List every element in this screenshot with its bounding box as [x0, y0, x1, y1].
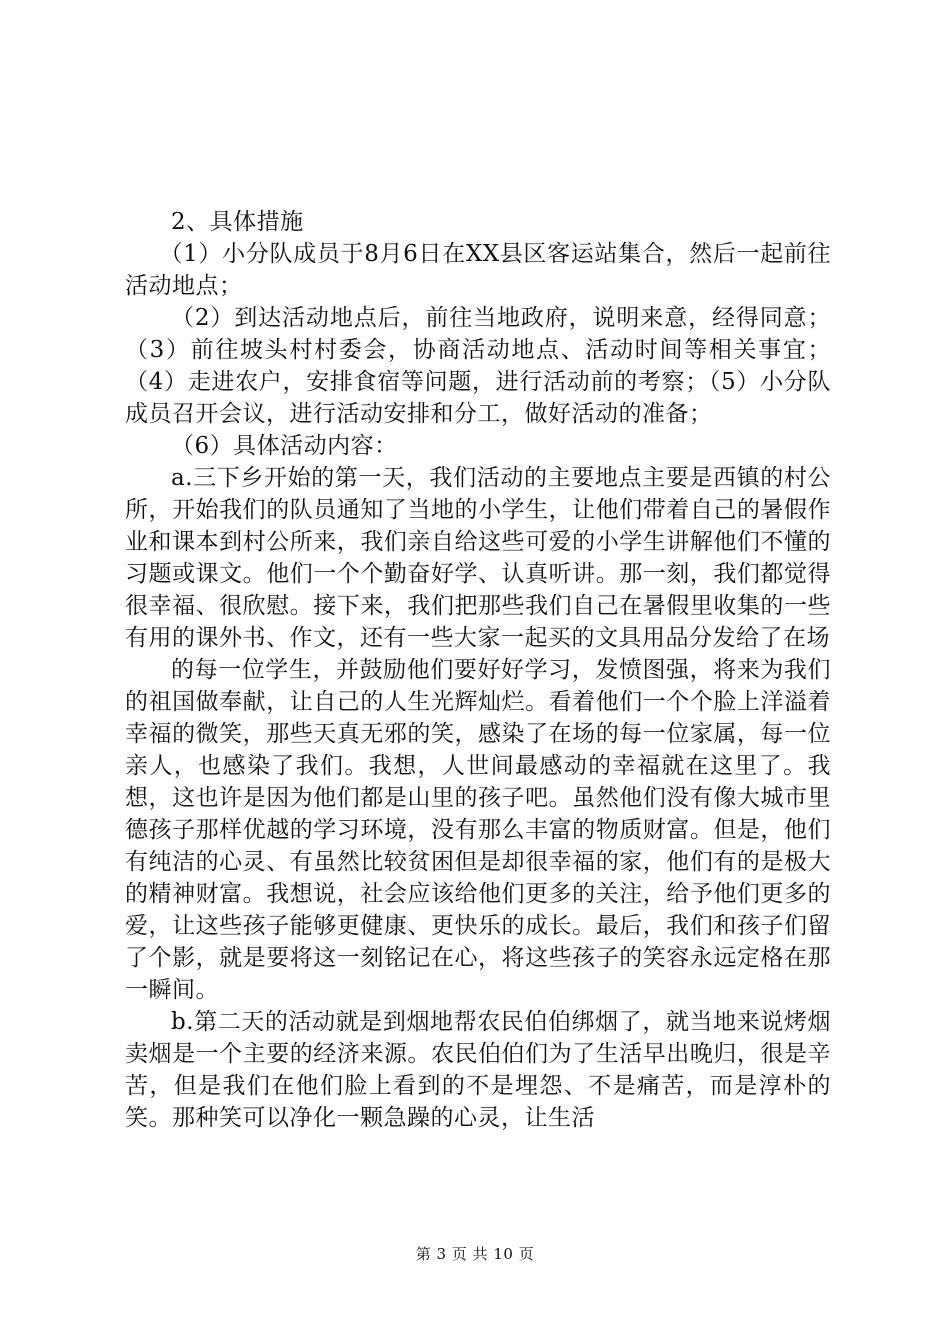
- paragraph: a.三下乡开始的第一天，我们活动的主要地点主要是西镇的村公所，开始我们的队员通知了当地的小学生，让他们带着自己的暑假作业和课本到村公所来，我们亲自给这些可爱的小学生讲解他们不懂的习题或课文。他们一个个勤奋好学、认真听讲。那一刻，我们都觉得很幸福、很欣慰。接下来，我们把那些我们自己在暑假里收集的一些有用的课外书、作文，还有一些大家一起买的文具用品分发给了在场: [125, 465, 831, 651]
- document-body: [125, 206, 831, 1134]
- paragraph: （1）小分队成员于8月6日在XX县区客运站集合，然后一起前往活动地点；: [125, 241, 831, 299]
- paragraph: 的每一位学生，并鼓励他们要好好学习，发愤图强，将来为我们的祖国做奉献，让自己的人生光辉灿烂。看着他们一个个脸上洋溢着幸福的微笑，那些天真无邪的笑，感染了在场的每一位家属，每一位亲人，也感染了我们。我想，人世间最感动的幸福就在这里了。我想，这也许是因为他们都是山里的孩子吧。虽然他们没有像大城市里德孩子那样优越的学习环境，没有那么丰富的物质财富。但是，他们有纯洁的心灵、有虽然比较贫困但是却很幸福的家，他们有的是极大的精神财富。我想说，社会应该给他们更多的关注，给予他们更多的爱，让这些孩子能够更健康、更快乐的成长。最后，我们和孩子们留了个影，就是要将这一刻铭记在心，将这些孩子的笑容永远定格在那一瞬间。: [125, 657, 831, 1003]
- paragraph: （6）具体活动内容：: [171, 433, 398, 459]
- page-number-footer: 第 3 页 共 10 页: [415, 1245, 535, 1263]
- paragraph: （2）到达活动地点后，前往当地政府，说明来意，经得同意；（3）前往坡头村村委会，协商活动地点、活动时间等相关事宜；（4）走进农户，安排食宿等问题，进行活动前的考察；（5）小分队成员召开会议，进行活动安排和分工，做好活动的准备；: [125, 305, 831, 427]
- section-heading: 2、具体措施: [171, 209, 304, 235]
- paragraph: b.第二天的活动就是到烟地帮农民伯伯绑烟了，就当地来说烤烟卖烟是一个主要的经济来源。农民伯伯们为了生活早出晚归，很是辛苦，但是我们在他们脸上看到的不是埋怨、不是痛苦，而是淳朴的笑。那种笑可以净化一颗急躁的心灵，让生活: [125, 1009, 831, 1131]
